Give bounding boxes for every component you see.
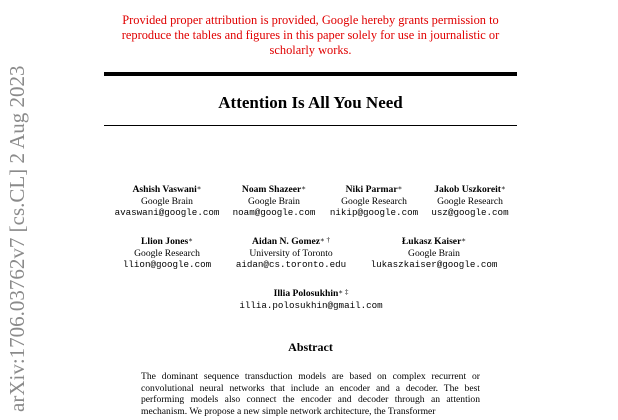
author-block: [239, 288, 382, 311]
author-block: [236, 236, 346, 271]
author-name: Noam Shazeer: [241, 184, 302, 195]
author-email: avaswani@google.com: [114, 207, 220, 218]
author-block: [233, 184, 316, 219]
author-footnote-mark: ∗: [500, 184, 506, 192]
author-affiliation: University of Toronto: [249, 247, 333, 259]
author-email: aidan@cs.toronto.edu: [235, 259, 347, 270]
abstract-heading: Abstract: [288, 340, 333, 354]
author-name: Łukasz Kaiser: [401, 236, 462, 247]
author-name: Illia Polosukhin: [273, 288, 339, 299]
author-affiliation: Google Research: [437, 195, 503, 207]
author-footnote-mark: ∗: [461, 236, 467, 244]
author-email: nikip@google.com: [329, 207, 419, 218]
author-email: illia.polosukhin@gmail.com: [239, 299, 383, 311]
author-footnote-mark: ∗: [301, 184, 307, 192]
author-email: usz@google.com: [431, 207, 509, 218]
abstract-text: The dominant sequence transduction models are based on complex recurrent or convolutional neural networks that include an encoder and a decoder. The best performing models also connect the encoder and decoder through an attention mechanism. We propose a new simple network architecture, the Transformer: [141, 371, 480, 418]
author-affiliation: Google Research: [134, 247, 200, 259]
author-name: Jakob Uszkoreit: [434, 184, 501, 195]
author-block: [330, 184, 418, 219]
title-rule-top: [104, 72, 517, 76]
author-email: lukaszkaiser@google.com: [370, 259, 498, 270]
author-affiliation: Google Brain: [141, 195, 193, 207]
author-name: Llion Jones: [141, 236, 189, 247]
author-footnote-mark: ∗: [188, 236, 193, 244]
author-name: Ashish Vaswani: [132, 184, 197, 195]
title-rule-bottom: [104, 125, 517, 126]
author-email: noam@google.com: [232, 207, 316, 218]
author-name: Niki Parmar: [345, 184, 398, 195]
author-block: [115, 184, 220, 219]
author-block: [431, 184, 508, 219]
author-block: [371, 236, 498, 271]
author-affiliation: Google Research: [341, 195, 407, 207]
author-name: Aidan N. Gomez: [252, 236, 320, 247]
paper-title: Attention Is All You Need: [218, 93, 403, 112]
author-affiliation: Google Brain: [248, 195, 300, 207]
author-footnote-mark: ∗: [397, 184, 403, 192]
author-footnote-mark: ∗ ‡: [338, 288, 349, 296]
author-footnote-mark: ∗: [196, 184, 202, 192]
permission-notice: Provided proper attribution is provided, Google hereby grants permission to reproduce the tables and figures in this paper solely for use in journalistic or scholarly works.: [121, 13, 500, 57]
author-email: llion@google.com: [122, 259, 212, 270]
arxiv-identifier: arXiv:1706.03762v7 [cs.CL] 2 Aug 2023: [5, 65, 29, 412]
author-affiliation: Google Brain: [408, 247, 460, 259]
author-block: [123, 236, 211, 271]
author-footnote-mark: ∗ †: [319, 236, 330, 244]
